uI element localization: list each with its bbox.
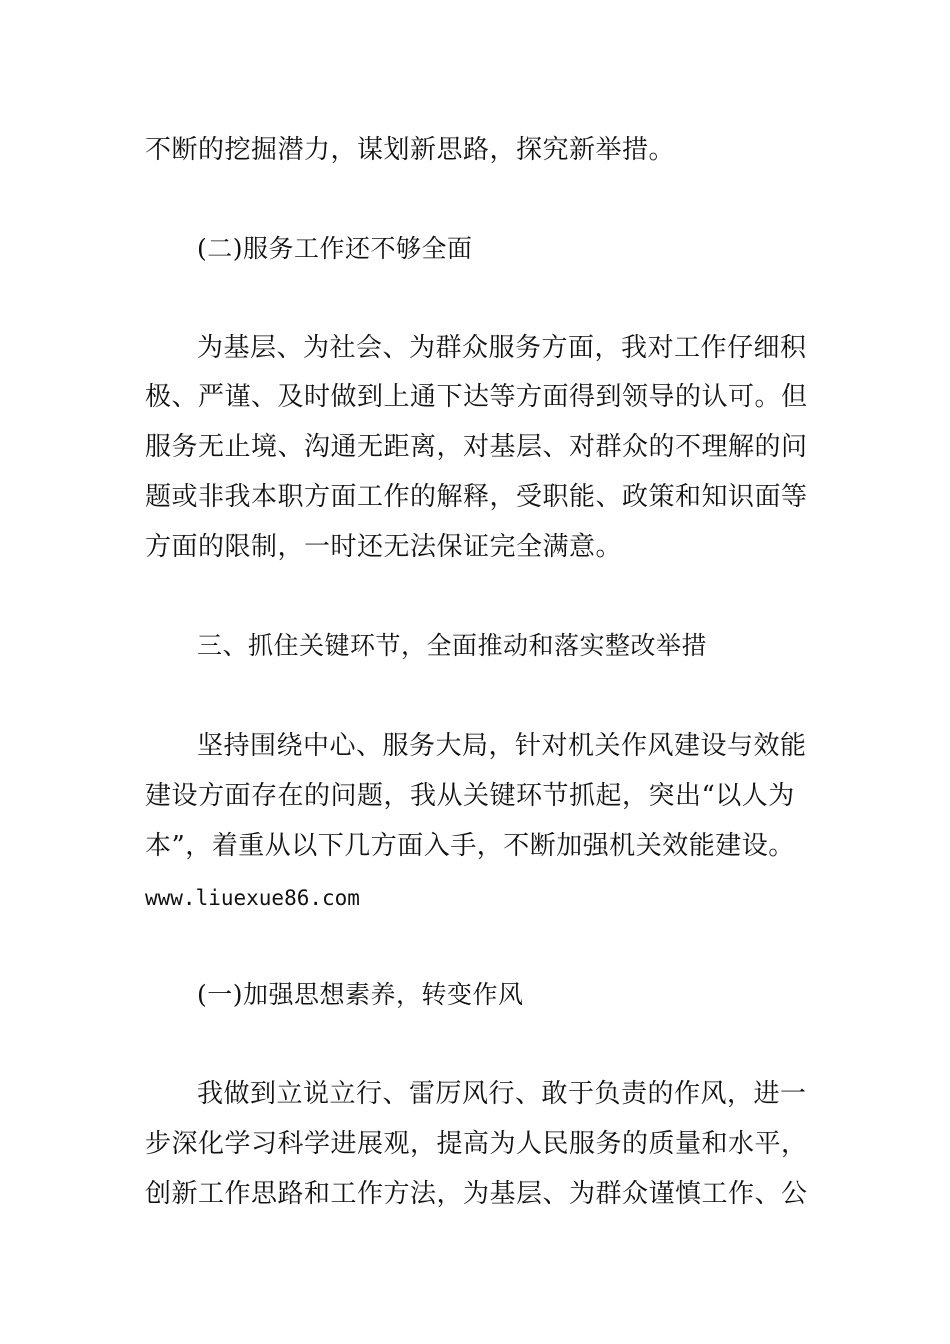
section-heading-thought: (一)加强思想素养，转变作风 [197, 980, 524, 1009]
paragraph-line: 为基层、为社会、为群众服务方面，我对工作仔细积 [197, 333, 807, 363]
paragraph-line: 我做到立说立行、雷厉风行、敢于负责的作风，进一 [197, 1079, 807, 1109]
paragraph-line: 步深化学习科学进展观，提高为人民服务的质量和水平， [145, 1129, 808, 1159]
paragraph-line: 建设方面存在的问题，我从关键环节抓起，突出“以人为 [145, 781, 795, 811]
website-url: www.liuexue86.com [145, 886, 360, 910]
paragraph-line: 本”，着重从以下几方面入手，不断加强机关效能建设。 [145, 831, 795, 861]
paragraph-line: 极、严谨、及时做到上通下达等方面得到领导的认可。但 [145, 382, 808, 412]
paragraph-line: 服务无止境、沟通无距离，对基层、对群众的不理解的问 [145, 432, 808, 462]
paragraph-continuation: 不断的挖掘潜力，谋划新思路，探究新举措。 [145, 135, 676, 165]
paragraph-line: 题或非我本职方面工作的解释，受职能、政策和知识面等 [145, 482, 808, 512]
section-heading-service: (二)服务工作还不够全面 [197, 234, 473, 263]
section-heading-key-links: 三、抓住关键环节，全面推动和落实整改举措 [197, 631, 708, 660]
paragraph-line: 创新工作思路和工作方法，为基层、为群众谨慎工作、公 [145, 1179, 808, 1209]
paragraph-line: 坚持围绕中心、服务大局，针对机关作风建设与效能 [197, 731, 807, 761]
paragraph-line: 方面的限制，一时还无法保证完全满意。 [145, 532, 623, 562]
